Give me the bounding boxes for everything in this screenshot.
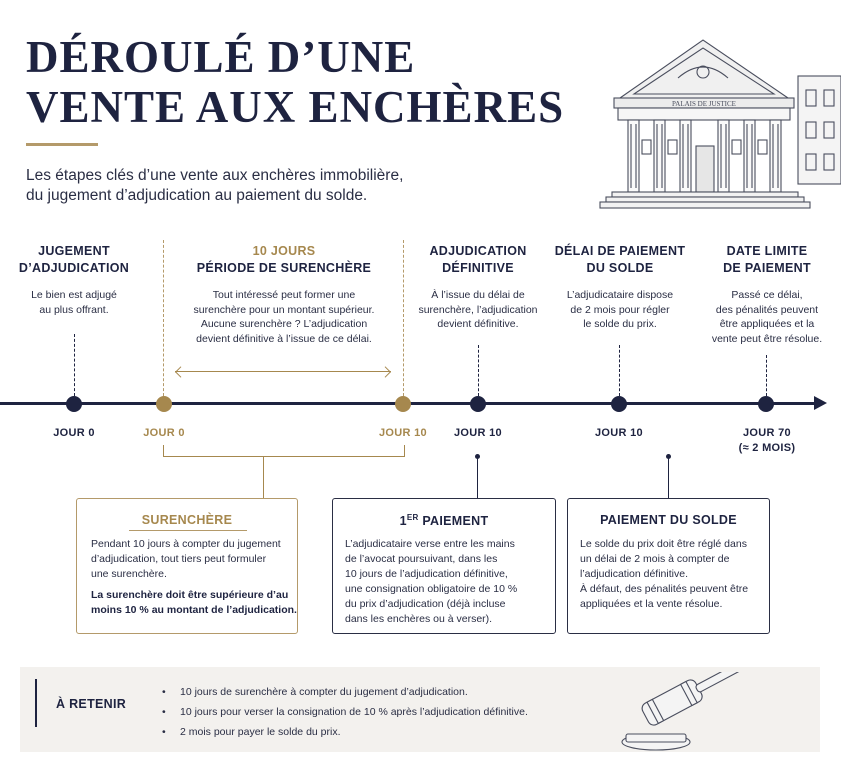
page-title	[26, 32, 564, 132]
day-label-definitive: JOUR 10	[454, 427, 502, 439]
building-sign: PALAIS DE JUSTICE	[672, 100, 736, 108]
solde-stem	[668, 458, 669, 499]
retenir-accent-bar	[35, 679, 37, 727]
retenir-item: • 10 jours de surenchère à compter du jugement d’adjudication.	[162, 682, 528, 702]
surenchere-period-arrow	[175, 371, 391, 372]
card-surenchere-rule	[129, 530, 247, 531]
subtitle-line-2: du jugement d’adjudication au paiement du solde.	[26, 187, 368, 204]
bullet-icon: •	[162, 686, 166, 698]
stage-date-limite-title: DATE LIMITE DE PAIEMENT	[723, 244, 811, 275]
timeline-dot-surenchere-start	[156, 396, 172, 412]
day-label-surenchere-end: JOUR 10	[379, 427, 427, 439]
stage-jugement-title: JUGEMENT D’ADJUDICATION	[18, 244, 130, 275]
timeline-dot-surenchere-end	[395, 396, 411, 412]
timeline-dot-delai-solde	[611, 396, 627, 412]
stage-definitive	[414, 243, 542, 332]
surenchere-bracket-stem	[263, 456, 264, 498]
stage-surenchere	[180, 243, 388, 346]
card-premier-paiement-title: 1ER PAIEMENT	[399, 513, 489, 529]
card-solde-title: PAIEMENT DU SOLDE	[600, 513, 737, 527]
stage-definitive-title: ADJUDICATION DÉFINITIVE	[429, 244, 527, 275]
card-solde	[567, 498, 770, 634]
stage-delai-solde	[554, 243, 686, 332]
card-premier-paiement	[332, 498, 556, 634]
stage-definitive-desc: À l’issue du délai de surenchère, l’adjudication devient définitive.	[418, 289, 538, 330]
retenir-label: À RETENIR	[56, 697, 127, 711]
day-label-date-limite: JOUR 70 (≈ 2 MOIS)	[722, 426, 812, 456]
subtitle-line-1: Les étapes clés d’une vente aux enchères immobilière,	[26, 167, 404, 184]
day-label-delai-solde: JOUR 10	[595, 427, 643, 439]
title-line-1: DÉROULÉ D’UNE	[26, 32, 416, 82]
stage-date-limite-desc: Passé ce délai, des pénalités peuvent être appliquées et la vente peut être résolue.	[711, 289, 823, 345]
card-surenchere-text: Pendant 10 jours à compter du jugement d’adjudication, tout tiers peut formuler une surenchère.	[91, 538, 281, 580]
bullet-icon: •	[162, 726, 166, 738]
bullet-icon: •	[162, 706, 166, 718]
stage-date-limite	[704, 243, 830, 346]
surenchere-bracket	[163, 445, 405, 457]
timeline-dot-jugement	[66, 396, 82, 412]
card-surenchere-title: SURENCHÈRE	[141, 513, 233, 527]
subtitle	[26, 166, 403, 206]
title-underline	[26, 143, 98, 146]
connector-jugement	[74, 334, 75, 396]
stage-delai-solde-desc: L’adjudicataire dispose de 2 mois pour régler le solde du prix.	[566, 289, 674, 330]
connector-delai-solde	[619, 345, 620, 396]
day-label-date-limite-sub: (≈ 2 MOIS)	[738, 442, 796, 454]
card-premier-paiement-text: L’adjudicataire verse entre les mains de l’avocat poursuivant, dans les 10 jours de l’adjudication définitive, une consignation obligatoire de 10 % du prix d’adjudication (déjà incluse dans les enchères ou à verser).	[345, 538, 518, 625]
timeline-arrowhead	[814, 396, 827, 410]
retenir-item: • 2 mois pour payer le solde du prix.	[162, 722, 528, 742]
timeline-dot-date-limite	[758, 396, 774, 412]
day-label-surenchere-start: JOUR 0	[143, 427, 185, 439]
timeline-dot-definitive	[470, 396, 486, 412]
courthouse-illustration	[598, 36, 841, 212]
stage-jugement-desc: Le bien est adjugé au plus offrant.	[31, 289, 117, 316]
title-line-2: VENTE AUX ENCHÈRES	[26, 82, 565, 132]
connector-definitive	[478, 345, 479, 396]
stage-delai-solde-title: DÉLAI DE PAIEMENT DU SOLDE	[554, 244, 686, 275]
card-solde-text: Le solde du prix doit être réglé dans un délai de 2 mois à compter de l’adjudication définitive. À défaut, des pénalités peuvent être appliquées et la vente résolue.	[580, 538, 749, 610]
stage-surenchere-desc: Tout intéressé peut former une surenchère pour un montant supérieur. Aucune surenchère ? L’adjudication devient définitive à l’issue de ce délai.	[193, 289, 375, 345]
connector-date-limite	[766, 355, 767, 396]
card-surenchere-important: La surenchère doit être supérieure d’au moins 10 % au montant de l’adjudication.	[91, 589, 297, 616]
retenir-list	[162, 682, 528, 742]
retenir-item: • 10 jours pour verser la consignation de 10 % après l’adjudication définitive.	[162, 702, 528, 722]
connector-surenchere-end	[403, 240, 404, 396]
stage-jugement	[10, 243, 138, 317]
premier-paiement-stem	[477, 458, 478, 499]
stage-surenchere-title: 10 JOURS PÉRIODE DE SURENCHÈRE	[196, 244, 372, 275]
gavel-illustration	[614, 672, 804, 756]
card-surenchere	[76, 498, 298, 634]
day-label-jugement: JOUR 0	[53, 427, 95, 439]
connector-surenchere-start	[163, 240, 164, 396]
